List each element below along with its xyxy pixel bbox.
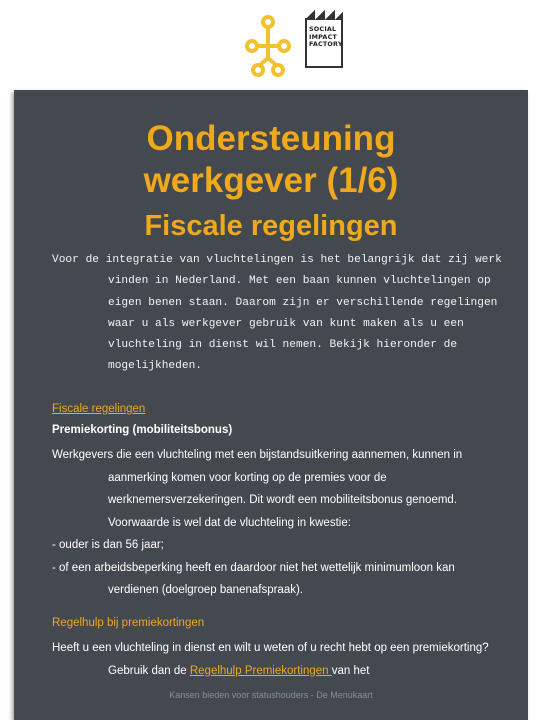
regelhulp-premiekortingen-link[interactable]: Regelhulp Premiekortingen xyxy=(189,664,332,677)
connector-logo-icon xyxy=(244,14,292,78)
premiekorting-body xyxy=(52,444,496,602)
slide-title xyxy=(14,118,528,202)
regelhulp-paragraph xyxy=(52,637,492,682)
social-impact-factory-logo xyxy=(305,18,343,68)
premiekorting-heading: Premiekorting (mobiliteitsbonus) xyxy=(52,424,233,436)
intro-paragraph: Voor de integratie van vluchtelingen is het belangrijk dat zij werk vinden in Nederland. Met een baan kunnen vluchtelingen op eigen benen staan. Daarom zijn er verschillende regelingen waar u als werkgever gebruik van kunt maken als u een vluchteling in dienst wil nemen. Bekijk hieronder de mogelijkheden. xyxy=(52,254,502,373)
condition-disability: - of een arbeidsbeperking heeft en daardoor niet het wettelijk minimumloon kan verdienen (doelgroep banenafspraak). xyxy=(52,561,455,596)
condition-age: - ouder is dan 56 jaar; xyxy=(52,539,164,551)
slide-subtitle: Fiscale regelingen xyxy=(144,210,398,242)
logo-wordmark: SOCIAL IMPACT FACTORY xyxy=(309,25,343,48)
title-line-2: werkgever (1/6) xyxy=(143,161,399,200)
regelhulp-text-end: van het xyxy=(331,664,370,677)
page-footer: Kansen bieden voor statushouders - De Menukaart xyxy=(169,690,373,700)
premiekorting-paragraph: Werkgevers die een vluchteling met een bijstandsuitkering aannemen, kunnen in aanmerking komen voor korting op de premies voor de werknemersverzekeringen. Dit wordt een mobiliteitsbonus genoemd. Voorwaarde is wel dat de vluchteling in kwestie: xyxy=(52,449,463,529)
regelhulp-text: Heeft u een vluchteling in dienst en wilt u weten of u recht hebt op een premiekorting? Gebruik dan de xyxy=(52,642,489,677)
fiscale-regelingen-link[interactable]: Fiscale regelingen xyxy=(52,403,146,415)
regelhulp-heading: Regelhulp bij premiekortingen xyxy=(52,617,205,629)
title-line-1: Ondersteuning xyxy=(146,119,396,158)
